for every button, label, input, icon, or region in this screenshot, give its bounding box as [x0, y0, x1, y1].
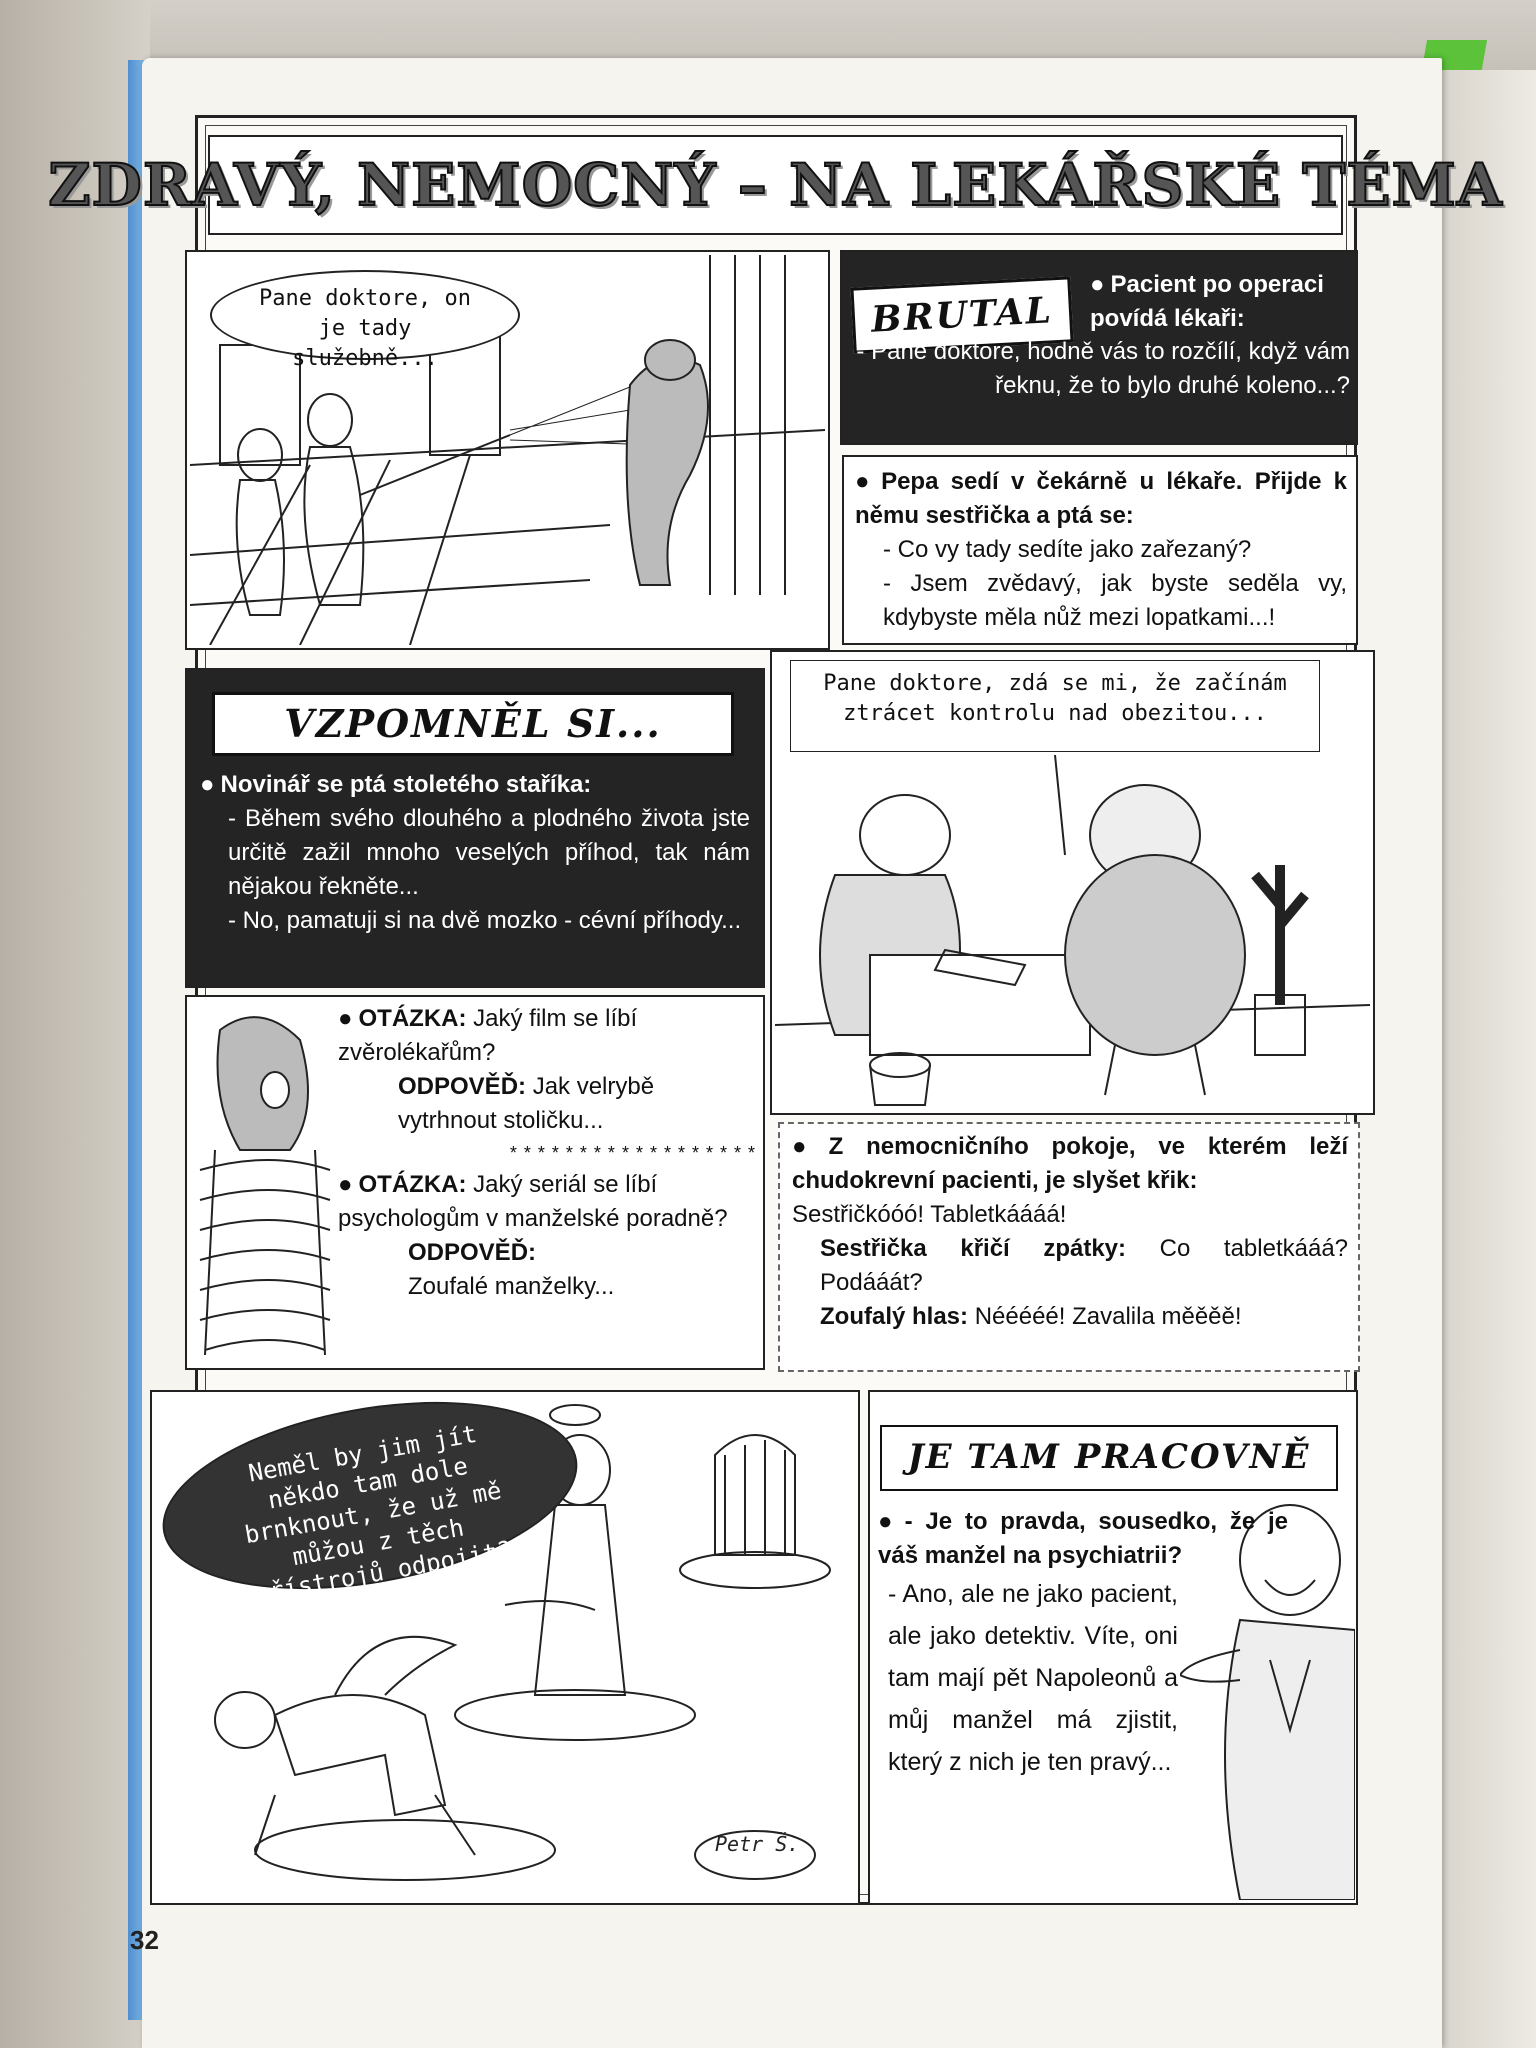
facing-page — [1440, 70, 1536, 2048]
pepa-line-2: - Jsem zvědavý, jak byste seděla vy, kdybyste měla nůž mezi lopatkami...! — [883, 570, 1347, 631]
pracovne-question: ● - Je to pravda, sousedko, že je váš manžel na psychiatrii? — [878, 1505, 1288, 1573]
vzpomnel-text — [200, 768, 750, 938]
odpoved-1 — [338, 1070, 756, 1138]
pracovne-heading: JE TAM PRACOVNĚ — [907, 1437, 1311, 1477]
cartoon-3-signature: Petr Š. — [715, 1832, 800, 1856]
speech-bubble-1 — [210, 270, 520, 371]
speech-bubble-3-text: Neměl by jim jít někdo tam dole brnknout, že už mě můžou z těch přístrojů odpojit? — [242, 1419, 514, 1609]
otazka-2 — [338, 1168, 756, 1236]
otazky-separator: * * * * * * * * * * * * * * * * * * — [509, 1143, 756, 1163]
speech-bubble-2 — [790, 660, 1320, 752]
cartoon-2-illustration — [775, 755, 1370, 1110]
nemocnice-text — [792, 1130, 1348, 1334]
otazka-1 — [338, 1002, 756, 1070]
nemocnice-nurse — [792, 1232, 1348, 1300]
vzpomnel-heading: VZPOMNĚL SI... — [284, 701, 662, 746]
nemocnice-voice — [792, 1300, 1348, 1334]
nemocnice-shout: Sestřičkóóó! Tabletkáááá! — [792, 1201, 1067, 1228]
odpoved-1-label: ODPOVĚĎ: — [398, 1073, 527, 1100]
odpoved-2-text: Zoufalé manželky... — [408, 1273, 615, 1300]
title-banner — [48, 135, 1503, 235]
brutal-line-1: ● Pacient po operaci povídá lékaři: — [1090, 268, 1350, 336]
vzpomnel-heading-box — [212, 692, 734, 756]
brutal-text-2 — [855, 335, 1350, 403]
nemocnice-nurse-text: Co tabletkááá? Podááát? — [820, 1235, 1349, 1296]
pracovne-heading-box — [880, 1425, 1338, 1491]
pracovne-text — [878, 1505, 1293, 1783]
pepa-line-1: - Co vy tady sedíte jako zařezaný? — [883, 536, 1252, 563]
odpoved-1-text: Jak velrybě vytrhnout stoličku... — [398, 1073, 655, 1134]
otazka-2-label: ● OTÁZKA: — [338, 1171, 466, 1198]
pepa-intro: ● Pepa sedí v čekárně u lékaře. Přijde k němu sestřička a ptá se: — [855, 465, 1347, 533]
page-number: 32 — [130, 1925, 159, 1955]
pepa-text — [855, 465, 1347, 635]
otazka-1-label: ● OTÁZKA: — [338, 1005, 466, 1032]
pracovne-answer: - Ano, ale ne jako pacient, ale jako detektiv. Víte, oni tam mají pět Napoleonů a můj manžel má zjistit, který z nich je ten pravý... — [888, 1580, 1178, 1776]
vzpomnel-line-2: - No, pamatuji si na dvě mozko - cévní příhody... — [228, 907, 742, 934]
nemocnice-voice-label: Zoufalý hlas: — [820, 1303, 969, 1330]
nemocnice-nurse-label: Sestřička křičí zpátky: — [820, 1235, 1127, 1262]
nemocnice-voice-text: Nééééé! Zavalila měěěě! — [974, 1303, 1242, 1330]
vzpomnel-line-1: - Během svého dlouhého a plodného života jste určitě zažil mnoho veselých příhod, tak nám nějakou řekněte... — [228, 805, 750, 900]
otazka-2-text: Jaký seriál se líbí psychologům v manželské poradně? — [338, 1171, 728, 1232]
brutal-text — [1090, 268, 1350, 336]
speech-bubble-2-text: Pane doktore, zdá se mi, že začínám ztrácet kontrolu nad obezitou... — [823, 671, 1287, 726]
brutal-line-2: - Pane doktore, hodně vás to rozčílí, když vám řeknu, že to bylo druhé koleno...? — [856, 338, 1350, 399]
odpoved-2-label: ODPOVĚĎ: — [408, 1239, 537, 1266]
otazka-1-text: Jaký film se líbí zvěrolékařům? — [338, 1005, 638, 1066]
speech-bubble-1-text: Pane doktore, on je tady služebně... — [259, 286, 471, 371]
page-title: ZDRAVÝ, NEMOCNÝ – NA LEKÁŘSKÉ TÉMA — [48, 151, 1503, 219]
cartoon-mummy-illustration — [190, 1000, 340, 1365]
otazky-text — [338, 1002, 756, 1304]
vzpomnel-intro: ● Novinář se ptá stoletého staříka: — [200, 768, 750, 802]
brutal-heading: BRUTAL — [870, 289, 1054, 341]
nemocnice-intro: ● Z nemocničního pokoje, ve kterém leží chudokrevní pacienti, je slyšet křik: — [792, 1130, 1348, 1198]
